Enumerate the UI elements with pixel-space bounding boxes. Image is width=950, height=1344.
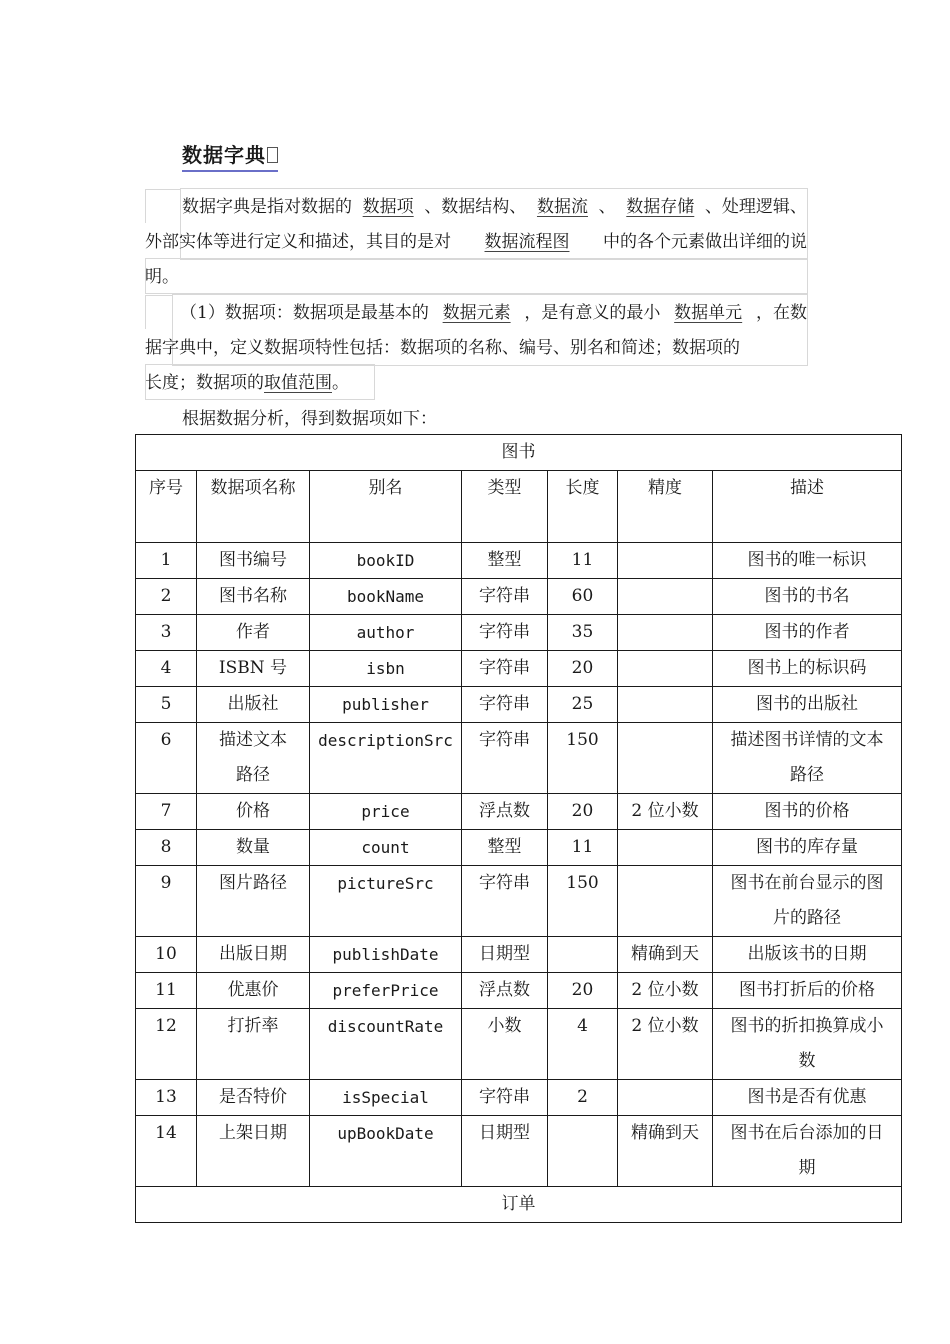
- description-cell: 图书的作者: [713, 615, 902, 651]
- precision-cell: [618, 651, 713, 687]
- description-cell: 图书的折扣换算成小数: [713, 1009, 902, 1080]
- alias-cell: publishDate: [310, 937, 462, 973]
- link-data-unit[interactable]: 数据单元: [674, 303, 743, 323]
- header-cell: 描述: [713, 471, 902, 543]
- type-cell: 浮点数: [462, 973, 548, 1009]
- item-name-cell: 描述文本路径: [197, 723, 310, 794]
- type-cell: 字符串: [462, 723, 548, 794]
- length-cell: 150: [548, 723, 618, 794]
- table-row: [136, 830, 902, 866]
- length-cell: 20: [548, 973, 618, 1009]
- row-index-cell: 10: [136, 937, 197, 973]
- table-row: [136, 651, 902, 687]
- header-cell: 序号: [136, 471, 197, 543]
- type-cell: 字符串: [462, 579, 548, 615]
- precision-cell: 精确到天: [618, 937, 713, 973]
- page-title: 数据字典: [182, 141, 278, 172]
- row-index-cell: 5: [136, 687, 197, 723]
- row-index-cell: 11: [136, 973, 197, 1009]
- item-name-cell: ISBN 号: [197, 651, 310, 687]
- alias-cell: price: [310, 794, 462, 830]
- alias-cell: publisher: [310, 687, 462, 723]
- row-index-cell: 2: [136, 579, 197, 615]
- table-footer-row: [136, 1187, 902, 1223]
- table-row: [136, 973, 902, 1009]
- length-cell: 4: [548, 1009, 618, 1080]
- table-row: [136, 794, 902, 830]
- item-name-cell: 价格: [197, 794, 310, 830]
- link-value-range[interactable]: 取值范围: [264, 373, 332, 393]
- alias-cell: bookName: [310, 579, 462, 615]
- row-index-cell: 14: [136, 1116, 197, 1187]
- precision-cell: [618, 830, 713, 866]
- length-cell: 25: [548, 687, 618, 723]
- description-cell: 图书的价格: [713, 794, 902, 830]
- row-index-cell: 1: [136, 543, 197, 579]
- length-cell: 35: [548, 615, 618, 651]
- link-dfd[interactable]: 数据流程图: [484, 232, 570, 252]
- type-cell: 整型: [462, 830, 548, 866]
- item-name-cell: 图书编号: [197, 543, 310, 579]
- item-name-cell: 出版日期: [197, 937, 310, 973]
- description-cell: 描述图书详情的文本路径: [713, 723, 902, 794]
- row-index-cell: 6: [136, 723, 197, 794]
- length-cell: 60: [548, 579, 618, 615]
- item-name-cell: 出版社: [197, 687, 310, 723]
- description-cell: 图书在后台添加的日期: [713, 1116, 902, 1187]
- header-cell: 数据项名称: [197, 471, 310, 543]
- precision-cell: [618, 1080, 713, 1116]
- precision-cell: 2 位小数: [618, 794, 713, 830]
- length-cell: 11: [548, 543, 618, 579]
- type-cell: 浮点数: [462, 794, 548, 830]
- table-title-row: [136, 435, 902, 471]
- table-row: [136, 723, 902, 794]
- precision-cell: 2 位小数: [618, 1009, 713, 1080]
- table-row: [136, 615, 902, 651]
- length-cell: [548, 1116, 618, 1187]
- row-index-cell: 8: [136, 830, 197, 866]
- type-cell: 小数: [462, 1009, 548, 1080]
- length-cell: [548, 937, 618, 973]
- type-cell: 字符串: [462, 687, 548, 723]
- length-cell: 20: [548, 651, 618, 687]
- table-title: 图书: [136, 435, 902, 471]
- description-cell: 图书在前台显示的图片的路径: [713, 866, 902, 937]
- row-index-cell: 12: [136, 1009, 197, 1080]
- precision-cell: [618, 723, 713, 794]
- table-row: [136, 1116, 902, 1187]
- description-cell: 图书的书名: [713, 579, 902, 615]
- header-cell: 长度: [548, 471, 618, 543]
- length-cell: 20: [548, 794, 618, 830]
- alias-cell: count: [310, 830, 462, 866]
- length-cell: 150: [548, 866, 618, 937]
- description-cell: 图书的库存量: [713, 830, 902, 866]
- type-cell: 字符串: [462, 615, 548, 651]
- intro-paragraph: 数据字典是指对数据的 数据项 、数据结构、 数据流 、 数据存储 、处理逻辑、 外部实体等进行定义和描述，其目的是对 数据流程图 中的各个元素做出详细的说 明。: [145, 190, 807, 295]
- data-item-paragraph: （1）数据项：数据项是最基本的 数据元素 ，是有意义的最小 数据单元 ，在数 据字典中，定义数据项特性包括：数据项的名称、编号、别名和简述；数据项的 长度；数据项的取值范围。: [145, 296, 807, 401]
- alias-cell: preferPrice: [310, 973, 462, 1009]
- item-name-cell: 数量: [197, 830, 310, 866]
- alias-cell: pictureSrc: [310, 866, 462, 937]
- length-cell: 11: [548, 830, 618, 866]
- item-name-cell: 作者: [197, 615, 310, 651]
- data-dictionary-table: [135, 434, 902, 1223]
- row-index-cell: 4: [136, 651, 197, 687]
- type-cell: 字符串: [462, 866, 548, 937]
- alias-cell: author: [310, 615, 462, 651]
- item-name-cell: 优惠价: [197, 973, 310, 1009]
- item-name-cell: 是否特价: [197, 1080, 310, 1116]
- table-row: [136, 937, 902, 973]
- link-data-flow[interactable]: 数据流: [536, 197, 588, 217]
- row-index-cell: 3: [136, 615, 197, 651]
- alias-cell: descriptionSrc: [310, 723, 462, 794]
- table-row: [136, 1009, 902, 1080]
- item-name-cell: 图片路径: [197, 866, 310, 937]
- table-row: [136, 687, 902, 723]
- precision-cell: [618, 615, 713, 651]
- type-cell: 日期型: [462, 1116, 548, 1187]
- precision-cell: [618, 579, 713, 615]
- type-cell: 字符串: [462, 1080, 548, 1116]
- header-cell: 精度: [618, 471, 713, 543]
- alias-cell: bookID: [310, 543, 462, 579]
- type-cell: 整型: [462, 543, 548, 579]
- alias-cell: upBookDate: [310, 1116, 462, 1187]
- table-row: [136, 866, 902, 937]
- row-index-cell: 13: [136, 1080, 197, 1116]
- row-index-cell: 7: [136, 794, 197, 830]
- header-cell: 类型: [462, 471, 548, 543]
- description-cell: 图书的唯一标识: [713, 543, 902, 579]
- precision-cell: [618, 543, 713, 579]
- alias-cell: isbn: [310, 651, 462, 687]
- alias-cell: discountRate: [310, 1009, 462, 1080]
- item-name-cell: 打折率: [197, 1009, 310, 1080]
- description-cell: 图书打折后的价格: [713, 973, 902, 1009]
- item-name-cell: 上架日期: [197, 1116, 310, 1187]
- row-index-cell: 9: [136, 866, 197, 937]
- type-cell: 字符串: [462, 651, 548, 687]
- table-row: [136, 1080, 902, 1116]
- table-intro: 根据数据分析，得到数据项如下：: [182, 409, 437, 429]
- description-cell: 图书是否有优惠: [713, 1080, 902, 1116]
- alias-cell: isSpecial: [310, 1080, 462, 1116]
- precision-cell: [618, 687, 713, 723]
- placeholder-glyph-icon: [267, 147, 278, 163]
- table-header-row: [136, 471, 902, 543]
- table-row: [136, 543, 902, 579]
- item-name-cell: 图书名称: [197, 579, 310, 615]
- precision-cell: [618, 866, 713, 937]
- link-data-item[interactable]: 数据项: [362, 197, 414, 217]
- type-cell: 日期型: [462, 937, 548, 973]
- description-cell: 图书上的标识码: [713, 651, 902, 687]
- next-table-title: 订单: [136, 1187, 902, 1223]
- description-cell: 图书的出版社: [713, 687, 902, 723]
- precision-cell: 2 位小数: [618, 973, 713, 1009]
- link-data-store[interactable]: 数据存储: [626, 197, 695, 217]
- description-cell: 出版该书的日期: [713, 937, 902, 973]
- table-row: [136, 579, 902, 615]
- link-data-element[interactable]: 数据元素: [442, 303, 511, 323]
- header-cell: 别名: [310, 471, 462, 543]
- length-cell: 2: [548, 1080, 618, 1116]
- precision-cell: 精确到天: [618, 1116, 713, 1187]
